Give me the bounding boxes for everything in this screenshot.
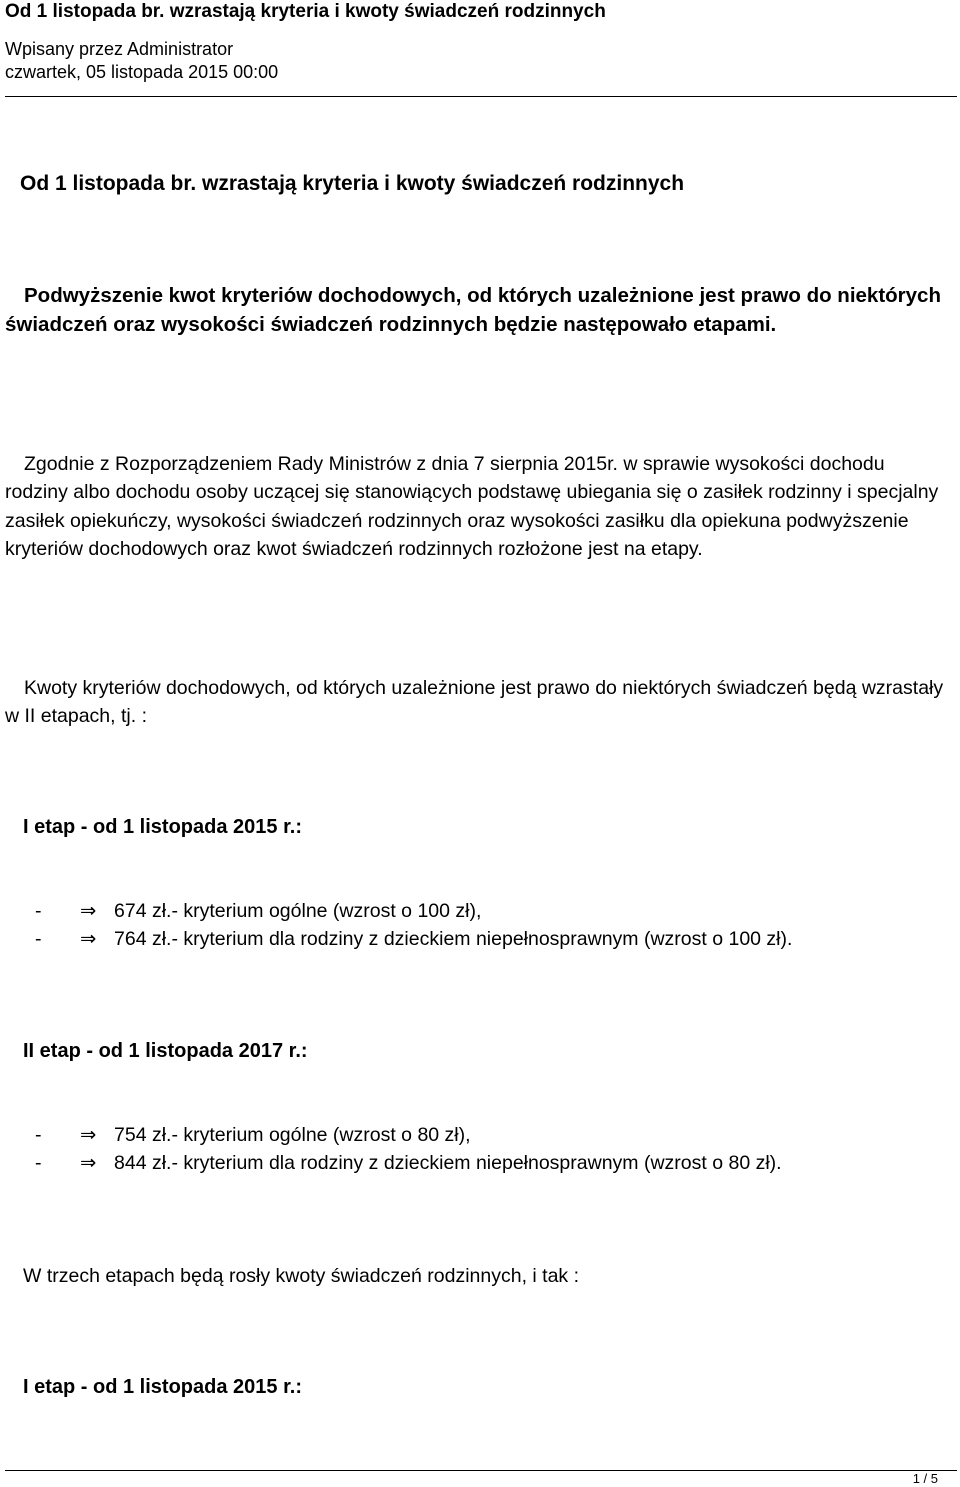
page-number: 1 / 5: [912, 1471, 938, 1486]
dash-marker: -: [35, 1152, 42, 1174]
double-arrow-icon: ⇒: [80, 900, 97, 922]
dash-marker: -: [35, 928, 42, 950]
header-title: Od 1 listopada br. wzrastają kryteria i kwoty świadczeń rodzinnych: [5, 1, 606, 22]
dash-marker: -: [35, 1124, 42, 1146]
paragraph-benefits: W trzech etapach będą rosły kwoty świadczeń rodzinnych, i tak :: [23, 1265, 579, 1287]
double-arrow-icon: ⇒: [80, 1152, 97, 1174]
list-item-text: 754 zł.- kryterium ogólne (wzrost o 80 zł),: [114, 1124, 471, 1146]
list-item: [0, 1149, 950, 1177]
footer-divider: [5, 1470, 957, 1471]
list-item: [0, 925, 950, 953]
stage2-heading: II etap - od 1 listopada 2017 r.:: [23, 1040, 308, 1062]
stage1-heading: I etap - od 1 listopada 2015 r.:: [23, 816, 302, 838]
double-arrow-icon: ⇒: [80, 1124, 97, 1146]
list-item-text: 674 zł.- kryterium ogólne (wzrost o 100 zł),: [114, 900, 482, 922]
double-arrow-icon: ⇒: [80, 928, 97, 950]
list-item-text: 764 zł.- kryterium dla rodziny z dzieckiem niepełnosprawnym (wzrost o 100 zł).: [114, 928, 793, 950]
header-meta: [5, 38, 955, 84]
article-lead: Podwyższenie kwot kryteriów dochodowych, od których uzależnione jest prawo do niektórych świadczeń oraz wysokości świadczeń rodzinnych będzie następowało etapami.: [5, 284, 941, 336]
list-item-text: 844 zł.- kryterium dla rodziny z dzieckiem niepełnosprawnym (wzrost o 80 zł).: [114, 1152, 782, 1174]
article-title: Od 1 listopada br. wzrastają kryteria i kwoty świadczeń rodzinnych: [20, 172, 685, 195]
date-line: czwartek, 05 listopada 2015 00:00: [5, 62, 279, 82]
paragraph-criteria: Kwoty kryteriów dochodowych, od których uzależnione jest prawo do niektórych świadczeń będą wzrastały w II etapach, tj. :: [5, 677, 944, 728]
stage3-heading: I etap - od 1 listopada 2015 r.:: [23, 1376, 302, 1398]
dash-marker: -: [35, 900, 42, 922]
paragraph-regulation: Zgodnie z Rozporządzeniem Rady Ministrów z dnia 7 sierpnia 2015r. w sprawie wysokości dochodu rodziny albo dochodu osoby uczącej się stanowiących podstawę ubiegania się o zasiłek rodzinny i specjalny zasiłek opiekuńczy, wysokości świadczeń rodzinnych oraz wysokości zasiłku dla opiekuna podwyższenie kryteriów dochodowych oraz kwot świadczeń rodzinnych rozłożone jest na etapy.: [5, 453, 939, 560]
page-header: [5, 0, 955, 84]
list-item: [0, 1121, 950, 1149]
author-line: Wpisany przez Administrator: [5, 39, 234, 59]
list-item: [0, 897, 950, 925]
stage1-list: [0, 897, 950, 953]
header-divider: [5, 96, 957, 97]
stage2-list: [0, 1121, 950, 1177]
